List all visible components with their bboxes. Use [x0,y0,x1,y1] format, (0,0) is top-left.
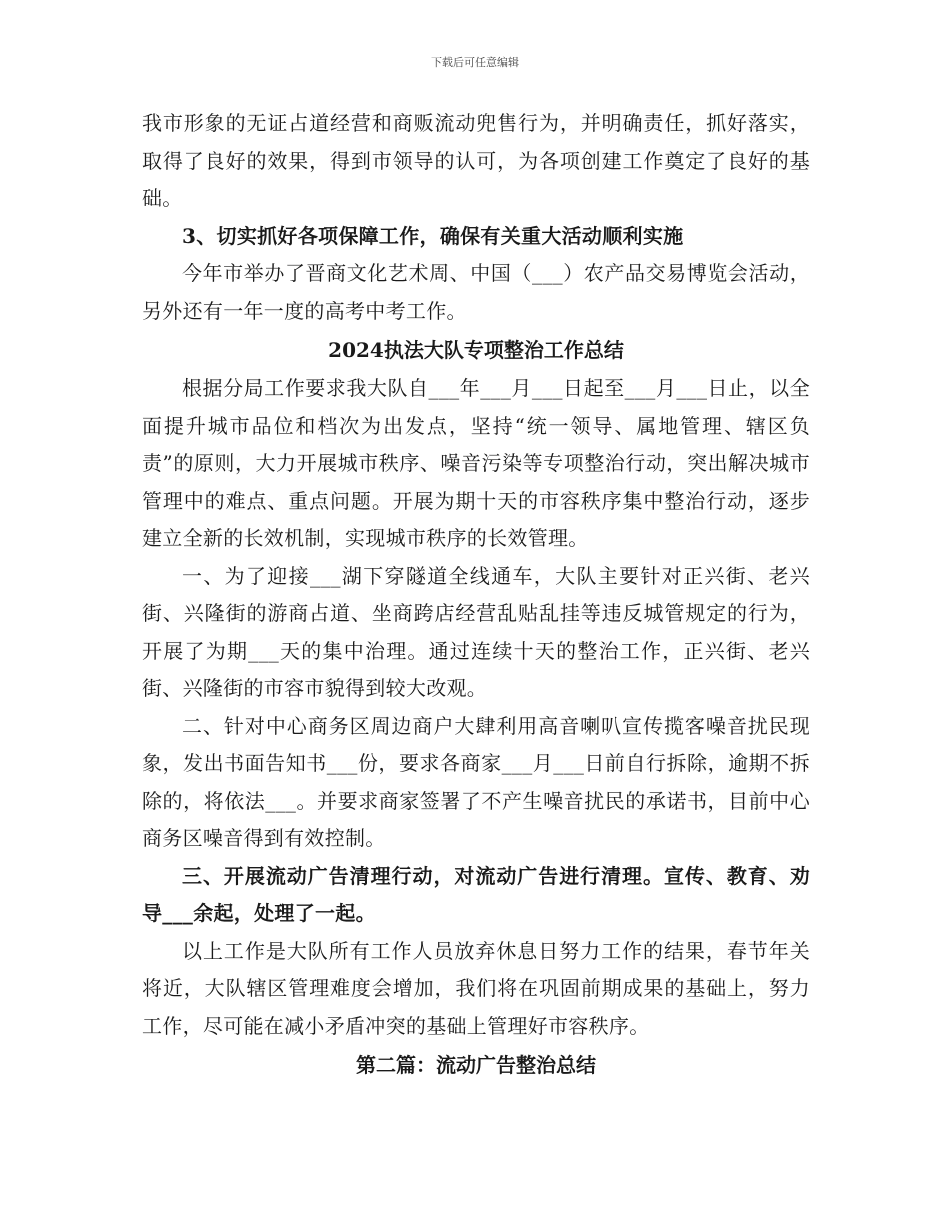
paragraph-item-3: 三、开展流动广告清理行动，对流动广告进行清理。宣传、教育、劝导___余起，处理了一起。 [142,863,810,925]
document-title: 2024执法大队专项整治工作总结 [328,338,624,362]
paragraph-item-1: 一、为了迎接___湖下穿隧道全线通车，大队主要针对正兴街、老兴街、兴隆街的游商占道、坐商跨店经营乱贴乱挂等违反城管规定的行为，开展了为期___天的集中治理。通过连续十天的整治工作，正兴街、老兴街、兴隆街的市容市貌得到较大改观。 [142,563,810,700]
section-heading-3: 3、切实抓好各项保障工作，确保有关重大活动顺利实施 [182,223,684,248]
paragraph-events: 今年市举办了晋商文化艺术周、中国（___）农产品交易博览会活动，另外还有一年一度的高考中考工作。 [142,261,810,323]
paragraph-continued: 我市形象的无证占道经营和商贩流动兜售行为，并明确责任，抓好落实，取得了良好的效果，得到市领导的认可，为各项创建工作奠定了良好的基础。 [142,111,810,210]
second-part-title: 第二篇：流动广告整治总结 [356,1053,596,1077]
page-header: 下载后可任意编辑 [431,56,519,69]
document-body [142,105,810,1085]
paragraph-conclusion: 以上工作是大队所有工作人员放弃休息日努力工作的结果，春节年关将近，大队辖区管理难度会增加，我们将在巩固前期成果的基础上，努力工作，尽可能在减小矛盾冲突的基础上管理好市容秩序。 [142,938,810,1038]
paragraph-item-2: 二、针对中心商务区周边商户大肆利用高音喇叭宣传揽客噪音扰民现象，发出书面告知书___份，要求各商家___月___日前自行拆除，逾期不拆除的，将依法___。并要求商家签署了不产生噪音扰民的承诺书，目前中心商务区噪音得到有效控制。 [142,713,810,850]
paragraph-intro: 根据分局工作要求我大队自___年___月___日起至___月___日止，以全面提升城市品位和档次为出发点，坚持“统一领导、属地管理、辖区负责”的原则，大力开展城市秩序、噪音污染等专项整治行动，突出解决城市管理中的难点、重点问题。开展为期十天的市容秩序集中整治行动，逐步建立全新的长效机制，实现城市秩序的长效管理。 [142,376,810,550]
